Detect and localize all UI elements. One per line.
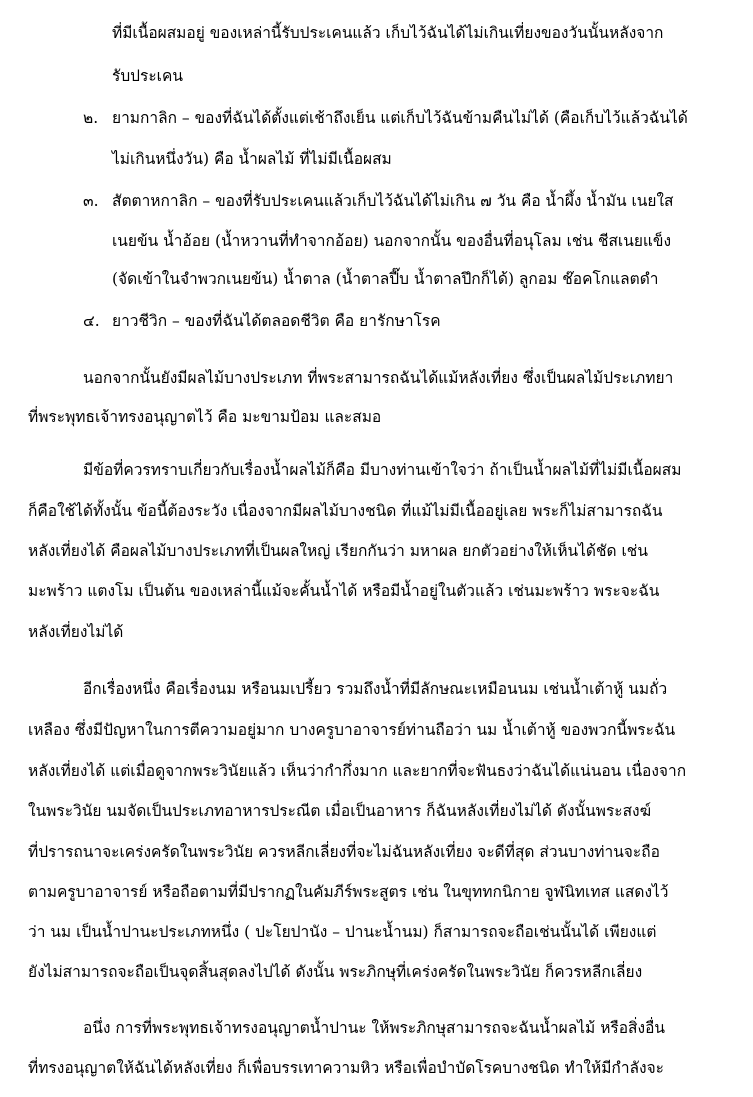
paragraph-line: มีข้อที่ควรทราบเกี่ยวกับเรื่องน้ำผลไม้ก็คือ มีบางท่านเข้าใจว่า ถ้าเป็นน้ำผลไม้ที่ไม่มีเนื้อผสม [83,461,682,479]
list-item-line: (จัดเข้าในจำพวกเนยข้น) น้ำตาล (น้ำตาลปี๊บ น้ำตาลปึกก็ได้) ลูกอม ช๊อคโกแลตดำ [112,270,659,288]
paragraph-line: ตามครูบาอาจารย์ หรือถือตามที่มีปรากฏในคัมภีร์พระสูตร เช่น ในขุททกนิกาย จูฬนิทเทส แสดงไว้ [28,883,669,901]
paragraph-line: ยังไม่สามารถจะถือเป็นจุดสิ้นสุดลงไปได้ ดังนั้น พระภิกษุที่เคร่งครัดในพระวินัย ก็ควรหลีกเลี่ยง [28,963,643,981]
paragraph-line: อีกเรื่องหนึ่ง คือเรื่องนม หรือนมเปรี้ยว รวมถึงน้ำที่มีลักษณะเหมือนนม เช่นน้ำเต้าหู้ นมถั่ว [83,680,668,698]
paragraph-line: มะพร้าว แตงโม เป็นต้น ของเหล่านี้แม้จะคั้นน้ำได้ หรือมีน้ำอยู่ในตัวแล้ว เช่นมะพร้าว พระจะฉัน [28,582,660,600]
paragraph-line: ว่า นม เป็นน้ำปานะประเภทหนึ่ง ( ปะโยปานัง – ปานะน้ำนม) ก็สามารถจะถือเช่นนั้นได้ เพียงแต่ [28,923,657,941]
continuation-line: ที่มีเนื้อผสมอยู่ ของเหล่านี้รับประเคนแล้ว เก็บไว้ฉันได้ไม่เกินเที่ยงของวันนั้นหลังจาก [112,24,664,42]
paragraph-line: หลังเที่ยงไม่ได้ [28,623,124,641]
list-item-line: ยาวชีวิก – ของที่ฉันได้ตลอดชีวิต คือ ยารักษาโรค [112,312,441,330]
paragraph-line: หลังเที่ยงได้ แต่เมื่อดูจากพระวินัยแล้ว เห็นว่ากำกึ่งมาก และยากที่จะฟันธงว่าฉันได้แน่นอน เนื่องจาก [28,762,687,780]
list-item-number: ๔. [83,312,100,330]
list-item-number: ๓. [83,192,99,210]
list-item-line: ยามกาลิก – ของที่ฉันได้ตั้งแต่เช้าถึงเย็น แต่เก็บไว้ฉันข้ามคืนไม่ได้ (คือเก็บไว้แล้วฉันได้ [112,109,688,127]
paragraph-line: ที่ปรารถนาจะเคร่งครัดในพระวินัย ควรหลีกเลี่ยงที่จะไม่ฉันหลังเที่ยง จะดีที่สุด ส่วนบางท่านจะถือ [28,843,660,861]
paragraph-line: อนึ่ง การที่พระพุทธเจ้าทรงอนุญาตน้ำปานะ ให้พระภิกษุสามารถจะฉันน้ำผลไม้ หรือสิ่งอื่น [83,1019,665,1037]
paragraph-line: ในพระวินัย นมจัดเป็นประเภทอาหารประณีต เมื่อเป็นอาหาร ก็ฉันหลังเที่ยงไม่ได้ ดังนั้นพระสงฆ์ [28,802,652,820]
paragraph-line: ที่พระพุทธเจ้าทรงอนุญาตไว้ คือ มะขามป้อม และสมอ [28,408,382,426]
paragraph-line: ที่ทรงอนุญาตให้ฉันได้หลังเที่ยง ก็เพื่อบรรเทาความหิว หรือเพื่อบำบัดโรคบางชนิด ทำให้มีกำลังจะ [28,1059,664,1077]
list-item-number: ๒. [83,109,99,127]
continuation-line: รับประเคน [112,67,183,85]
paragraph-line: ก็คือใช้ได้ทั้งนั้น ข้อนี้ต้องระวัง เนื่องจากมีผลไม้บางชนิด ที่แม้ไม่มีเนื้ออยู่เลย พระก็ไม่สามารถฉัน [28,502,663,520]
paragraph-line: เหลือง ซึ่งมีปัญหาในการตีความอยู่มาก บางครูบาอาจารย์ท่านถือว่า นม น้ำเต้าหู้ ของพวกนี้พระฉัน [28,721,676,739]
list-item-line: เนยข้น น้ำอ้อย (น้ำหวานที่ทำจากอ้อย) นอกจากนั้น ของอื่นที่อนุโลม เช่น ชีสเนยแข็ง [112,232,672,250]
list-item-line: ไม่เกินหนึ่งวัน) คือ น้ำผลไม้ ที่ไม่มีเนื้อผสม [112,150,392,168]
paragraph-line: หลังเที่ยงได้ คือผลไม้บางประเภทที่เป็นผลใหญ่ เรียกกันว่า มหาผล ยกตัวอย่างให้เห็นได้ชัด เช่น [28,542,648,560]
list-item-line: สัตตาหกาลิก – ของที่รับประเคนแล้วเก็บไว้ฉันได้ไม่เกิน ๗ วัน คือ น้ำผึ้ง น้ำมัน เนยใส [112,192,674,210]
paragraph-line: นอกจากนั้นยังมีผลไม้บางประเภท ที่พระสามารถฉันได้แม้หลังเที่ยง ซึ่งเป็นผลไม้ประเภทยา [83,369,674,387]
